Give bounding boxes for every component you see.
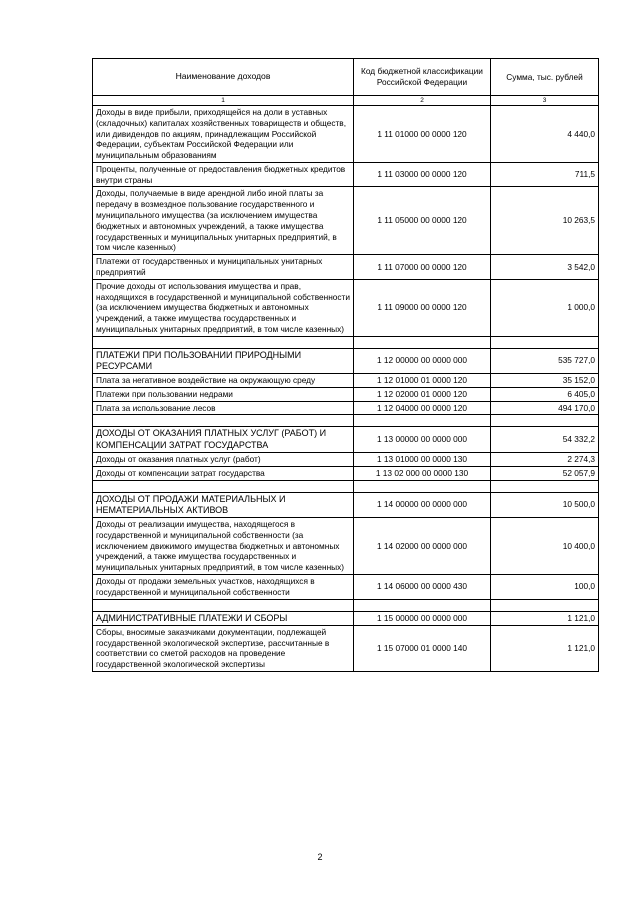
revenue-name-cell: ДОХОДЫ ОТ ОКАЗАНИЯ ПЛАТНЫХ УСЛУГ (РАБОТ) И КОМПЕНСАЦИИ ЗАТРАТ ГОСУДАРСТВА [93, 427, 354, 453]
section-row [93, 611, 599, 625]
budget-code-cell: 1 11 01000 00 0000 120 [354, 106, 491, 163]
table-body [93, 106, 599, 672]
revenue-name-cell: Плата за негативное воздействие на окружающую среду [93, 374, 354, 388]
budget-code-cell: 1 11 05000 00 0000 120 [354, 187, 491, 255]
table-row [93, 625, 599, 671]
amount-cell: 35 152,0 [491, 374, 599, 388]
table-row [93, 574, 599, 599]
revenue-name-cell: Плата за использование лесов [93, 401, 354, 415]
spacer-row [93, 415, 599, 427]
table-header-row [93, 59, 599, 96]
budget-code-cell: 1 15 07000 01 0000 140 [354, 625, 491, 671]
budget-code-cell: 1 13 00000 00 0000 000 [354, 427, 491, 453]
amount-cell [491, 480, 599, 492]
column-number: 2 [354, 96, 491, 106]
revenue-name-cell: Платежи при пользовании недрами [93, 387, 354, 401]
amount-cell: 100,0 [491, 574, 599, 599]
amount-cell [491, 336, 599, 348]
revenue-name-cell: Доходы от продажи земельных участков, находящихся в государственной и муниципальной собственности [93, 574, 354, 599]
budget-code-cell [354, 480, 491, 492]
table-row [93, 452, 599, 466]
budget-code-cell: 1 13 02 000 00 0000 130 [354, 466, 491, 480]
budget-code-cell: 1 12 01000 01 0000 120 [354, 374, 491, 388]
section-row [93, 492, 599, 518]
table-row [93, 401, 599, 415]
amount-cell: 52 057,9 [491, 466, 599, 480]
revenue-name-cell: ДОХОДЫ ОТ ПРОДАЖИ МАТЕРИАЛЬНЫХ И НЕМАТЕРИАЛЬНЫХ АКТИВОВ [93, 492, 354, 518]
amount-cell: 1 121,0 [491, 611, 599, 625]
budget-code-cell: 1 14 06000 00 0000 430 [354, 574, 491, 599]
budget-code-cell: 1 12 04000 00 0000 120 [354, 401, 491, 415]
revenue-name-cell [93, 336, 354, 348]
table-row [93, 106, 599, 163]
amount-cell: 3 542,0 [491, 255, 599, 280]
revenue-name-cell: Доходы от реализации имущества, находящегося в государственной и муниципальной собственности (за исключением движимого имущества бюджетных и автономных учреждений, а также имущества государственных и муниципальных унитарных предприятий, в том числе казенных) [93, 518, 354, 575]
budget-code-cell: 1 15 00000 00 0000 000 [354, 611, 491, 625]
spacer-row [93, 336, 599, 348]
section-row [93, 427, 599, 453]
table-row [93, 255, 599, 280]
spacer-row [93, 599, 599, 611]
budget-code-cell [354, 415, 491, 427]
section-row [93, 348, 599, 374]
page-number: 2 [317, 852, 323, 862]
revenue-name-cell: АДМИНИСТРАТИВНЫЕ ПЛАТЕЖИ И СБОРЫ [93, 611, 354, 625]
header-amount: Сумма, тыс. рублей [491, 59, 599, 96]
column-number: 1 [93, 96, 354, 106]
header-budget-code: Код бюджетной классификации Российской Федерации [354, 59, 491, 96]
amount-cell: 1 000,0 [491, 279, 599, 336]
budget-code-cell: 1 14 00000 00 0000 000 [354, 492, 491, 518]
budget-code-cell [354, 336, 491, 348]
table-row [93, 279, 599, 336]
revenue-name-cell: Прочие доходы от использования имущества и прав, находящихся в государственной и муниципальной собственности (за исключением имущества бюджетных и автономных учреждений, а также имущества государственных и муниципальных унитарных предприятий, в том числе казенных) [93, 279, 354, 336]
amount-cell: 494 170,0 [491, 401, 599, 415]
table-row [93, 187, 599, 255]
amount-cell: 10 400,0 [491, 518, 599, 575]
budget-code-cell: 1 11 03000 00 0000 120 [354, 162, 491, 187]
amount-cell: 10 263,5 [491, 187, 599, 255]
revenue-name-cell: Доходы, получаемые в виде арендной либо иной платы за передачу в возмездное пользование государственного и муниципального имущества (за исключением имущества бюджетных и автономных учреждений, а также имущества государственных и муниципальных унитарных предприятий, в том числе казенных) [93, 187, 354, 255]
revenue-name-cell [93, 415, 354, 427]
amount-cell: 4 440,0 [491, 106, 599, 163]
amount-cell [491, 415, 599, 427]
revenue-name-cell: Доходы от компенсации затрат государства [93, 466, 354, 480]
table-row [93, 162, 599, 187]
table-row [93, 518, 599, 575]
column-number: 3 [491, 96, 599, 106]
revenue-name-cell [93, 599, 354, 611]
budget-code-cell [354, 599, 491, 611]
amount-cell: 711,5 [491, 162, 599, 187]
amount-cell: 1 121,0 [491, 625, 599, 671]
budget-code-cell: 1 14 02000 00 0000 000 [354, 518, 491, 575]
amount-cell: 54 332,2 [491, 427, 599, 453]
table-row [93, 466, 599, 480]
revenue-name-cell: Сборы, вносимые заказчиками документации, подлежащей государственной экологической экспертизе, рассчитанные в соответствии со сметой расходов на проведение государственной экологической экспертизы [93, 625, 354, 671]
column-number-row [93, 96, 599, 106]
amount-cell: 6 405,0 [491, 387, 599, 401]
revenue-name-cell: Доходы от оказания платных услуг (работ) [93, 452, 354, 466]
budget-code-cell: 1 13 01000 00 0000 130 [354, 452, 491, 466]
revenue-name-cell [93, 480, 354, 492]
budget-code-cell: 1 12 00000 00 0000 000 [354, 348, 491, 374]
amount-cell [491, 599, 599, 611]
budget-code-cell: 1 11 07000 00 0000 120 [354, 255, 491, 280]
revenue-name-cell: Платежи от государственных и муниципальных унитарных предприятий [93, 255, 354, 280]
amount-cell: 2 274,3 [491, 452, 599, 466]
revenue-name-cell: Доходы в виде прибыли, приходящейся на доли в уставных (складочных) капиталах хозяйственных товариществ и обществ, или дивидендов по акциям, принадлежащим Российской Федерации, субъектам Российской Федерации или муниципальным образованиям [93, 106, 354, 163]
revenue-table [92, 58, 599, 672]
budget-code-cell: 1 12 02000 01 0000 120 [354, 387, 491, 401]
revenue-name-cell: Проценты, полученные от предоставления бюджетных кредитов внутри страны [93, 162, 354, 187]
amount-cell: 535 727,0 [491, 348, 599, 374]
table-row [93, 374, 599, 388]
revenue-name-cell: ПЛАТЕЖИ ПРИ ПОЛЬЗОВАНИИ ПРИРОДНЫМИ РЕСУРСАМИ [93, 348, 354, 374]
budget-code-cell: 1 11 09000 00 0000 120 [354, 279, 491, 336]
table-row [93, 387, 599, 401]
spacer-row [93, 480, 599, 492]
amount-cell: 10 500,0 [491, 492, 599, 518]
header-revenue-name: Наименование доходов [93, 59, 354, 96]
